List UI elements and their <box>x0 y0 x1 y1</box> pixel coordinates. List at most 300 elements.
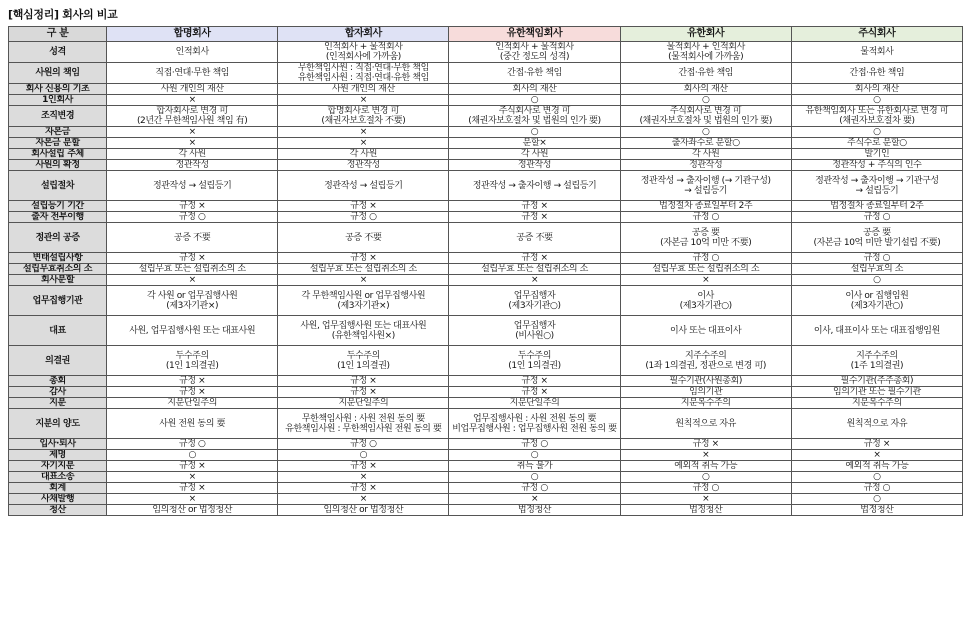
row-label: 총회 <box>9 376 107 387</box>
cell-text-line: 공증 不要 <box>174 232 211 243</box>
row-label: 자기지분 <box>9 461 107 472</box>
table-cell <box>107 439 278 450</box>
table-cell <box>449 376 620 387</box>
table-cell <box>107 409 278 439</box>
table-cell <box>107 42 278 63</box>
row-label: 설립등기 기간 <box>9 201 107 212</box>
table-cell <box>107 212 278 223</box>
cell-text-line: × <box>188 127 196 137</box>
table-cell <box>278 346 449 376</box>
table-cell <box>449 398 620 409</box>
cell-text-line: 사원 개인의 재산 <box>160 84 224 94</box>
cell-text-line: 업무집행자 <box>513 290 556 301</box>
table-cell <box>449 201 620 212</box>
cell-text-line: 정관작성 <box>175 160 209 170</box>
cell-text-line: (제3자기관×) <box>337 300 390 311</box>
row-label: 사채발행 <box>9 494 107 505</box>
table-cell <box>107 63 278 84</box>
table-cell <box>449 223 620 253</box>
table-row <box>9 106 963 127</box>
table-cell <box>791 461 962 472</box>
table-cell <box>620 149 791 160</box>
table-cell <box>791 376 962 387</box>
cell-text-line: ○ <box>701 127 710 137</box>
row-label: 의결권 <box>9 346 107 376</box>
company-comparison-table <box>8 26 963 516</box>
table-cell <box>278 483 449 494</box>
cell-text-line: 정관작성 → 설립등기 <box>152 180 232 191</box>
cell-text-line: 주식회사로 변경 可 <box>669 106 742 116</box>
cell-text-line: × <box>359 127 367 137</box>
cell-text-line: 이사 또는 대표이사 <box>670 325 742 336</box>
cell-text-line: 임의청산 or 법정청산 <box>152 505 233 515</box>
table-cell <box>278 223 449 253</box>
table-row <box>9 505 963 516</box>
cell-text-line: ○ <box>873 95 881 105</box>
table-cell <box>278 42 449 63</box>
document-title: [핵심정리] 회사의 비교 <box>8 8 118 21</box>
table-cell <box>449 409 620 439</box>
table-cell <box>107 461 278 472</box>
cell-text-line: 예외적 취득 가능 <box>845 461 909 471</box>
table-cell <box>107 264 278 275</box>
cell-text-line: 필수기관(사원총회) <box>669 376 742 386</box>
table-cell <box>107 472 278 483</box>
table-cell <box>620 42 791 63</box>
cell-text-line: × <box>702 450 710 460</box>
row-label: 1인회사 <box>9 95 107 106</box>
table-row <box>9 149 963 160</box>
cell-text-line: 각 무한책임사원 or 업무집행사원 <box>301 290 426 301</box>
cell-text-line: ○ <box>873 472 881 482</box>
table-cell <box>107 494 278 505</box>
cell-text-line: 무한책임사원 : 사원 전원 동의 要 <box>301 413 425 424</box>
table-cell <box>620 286 791 316</box>
cell-text-line: × <box>359 494 367 504</box>
table-cell <box>449 149 620 160</box>
cell-text-line: 정관작성 → 출자이행 → 기관구성 <box>815 175 939 186</box>
table-cell <box>791 201 962 212</box>
table-cell <box>278 286 449 316</box>
table-cell <box>107 275 278 286</box>
table-cell <box>449 494 620 505</box>
cell-text-line: × <box>359 138 367 148</box>
table-cell <box>107 376 278 387</box>
cell-text-line: × <box>188 95 196 105</box>
cell-text-line: 발기인 <box>864 149 890 159</box>
cell-text-line: 규정 ○ <box>521 439 548 449</box>
table-row <box>9 42 963 63</box>
cell-text-line: 규정 ○ <box>863 212 891 222</box>
row-label: 지분 <box>9 398 107 409</box>
table-cell <box>620 201 791 212</box>
cell-text-line: (비사원○) <box>515 330 554 341</box>
cell-text-line: 무한책임사원 : 직접·연대·무한 책임 <box>297 63 429 73</box>
table-cell <box>620 264 791 275</box>
header-hapja-company: 합자회사 <box>278 27 449 42</box>
table-cell <box>107 201 278 212</box>
cell-text-line: 규정 × <box>350 201 377 211</box>
cell-text-line: × <box>702 275 710 285</box>
cell-text-line: 각 사원 <box>349 149 378 159</box>
table-cell <box>791 450 962 461</box>
table-cell <box>620 494 791 505</box>
cell-text-line: 규정 × <box>350 376 377 386</box>
table-cell <box>449 212 620 223</box>
table-cell <box>449 127 620 138</box>
cell-text-line: 규정 × <box>521 387 548 397</box>
row-label: 사원의 확정 <box>9 160 107 171</box>
cell-text-line: 각 사원 <box>692 149 720 159</box>
table-cell <box>620 138 791 149</box>
cell-text-line: 규정 ○ <box>178 212 206 222</box>
cell-text-line: (물적회사에 가까움) <box>668 52 744 62</box>
table-row <box>9 264 963 275</box>
table-cell <box>620 95 791 106</box>
cell-text-line: 분할× <box>522 138 547 148</box>
table-row <box>9 346 963 376</box>
table-row <box>9 63 963 84</box>
cell-text-line: 유한책임사원 : 직접·연대·유한 책임 <box>297 73 429 83</box>
table-cell <box>107 387 278 398</box>
table-cell <box>107 149 278 160</box>
table-cell <box>107 450 278 461</box>
cell-text-line: (제3자기관○) <box>679 300 732 311</box>
row-label: 입사·퇴사 <box>9 439 107 450</box>
header-hapmyeong-company: 합명회사 <box>107 27 278 42</box>
table-cell <box>278 409 449 439</box>
cell-text-line: × <box>188 275 196 285</box>
cell-text-line: 임의기관 <box>689 387 723 397</box>
table-cell <box>107 253 278 264</box>
row-label: 대표 <box>9 316 107 346</box>
table-cell <box>791 212 962 223</box>
cell-text-line: 주식회사로 변경 可 <box>498 106 571 116</box>
table-cell <box>620 461 791 472</box>
table-cell <box>449 286 620 316</box>
row-label: 제명 <box>9 450 107 461</box>
cell-text-line: 사원, 업무집행사원 또는 대표사원 <box>300 320 427 331</box>
cell-text-line: 설립무효의 소 <box>850 264 903 274</box>
table-row <box>9 275 963 286</box>
header-limited-company: 유한회사 <box>620 27 791 42</box>
cell-text-line: 정관작성 → 설립등기 <box>324 180 403 191</box>
cell-text-line: 업무집행사원 : 사원 전원 동의 要 <box>472 413 597 424</box>
cell-text-line: 지주수주의 <box>856 350 898 361</box>
table-cell <box>278 461 449 472</box>
cell-text-line: 사원 개인의 재산 <box>331 84 395 94</box>
table-row <box>9 223 963 253</box>
cell-text-line: ○ <box>873 494 881 504</box>
table-cell <box>791 409 962 439</box>
row-label: 설립무효취소의 소 <box>9 264 107 275</box>
cell-text-line: 두수주의 <box>517 350 552 361</box>
table-cell <box>620 275 791 286</box>
table-cell <box>278 212 449 223</box>
cell-text-line: 정관작성 <box>517 160 552 170</box>
table-cell <box>107 138 278 149</box>
table-cell <box>620 63 791 84</box>
cell-text-line: × <box>359 472 367 482</box>
table-cell <box>107 505 278 516</box>
table-cell <box>449 42 620 63</box>
cell-text-line: 인적회사 + 물적회사 <box>324 42 403 52</box>
table-cell <box>278 63 449 84</box>
table-row <box>9 316 963 346</box>
cell-text-line: × <box>873 450 881 460</box>
cell-text-line: 간접·유한 책임 <box>507 68 562 78</box>
table-row <box>9 450 963 461</box>
table-row <box>9 439 963 450</box>
cell-text-line: 주식수로 분할○ <box>847 138 907 148</box>
cell-text-line: → 설립등기 <box>684 185 728 196</box>
cell-text-line: 설립무효 또는 설립취소의 소 <box>138 264 246 274</box>
table-cell <box>791 316 962 346</box>
table-cell <box>449 160 620 171</box>
table-cell <box>449 450 620 461</box>
cell-text-line: 간접·유한 책임 <box>678 68 734 78</box>
cell-text-line: 직접·연대·무한 책임 <box>155 68 230 78</box>
table-row <box>9 387 963 398</box>
table-cell <box>449 275 620 286</box>
cell-text-line: ○ <box>530 95 539 105</box>
cell-text-line: 법정청산 <box>689 505 723 515</box>
row-label: 출자 전부이행 <box>9 212 107 223</box>
cell-text-line: 물적회사 + 인적회사 <box>666 42 745 52</box>
table-row <box>9 376 963 387</box>
cell-text-line: 취득 불가 <box>516 461 553 471</box>
table-cell <box>620 127 791 138</box>
table-cell <box>791 127 962 138</box>
table-cell <box>278 95 449 106</box>
table-cell <box>107 95 278 106</box>
table-cell <box>278 472 449 483</box>
row-label: 대표소송 <box>9 472 107 483</box>
row-label: 회계 <box>9 483 107 494</box>
table-cell <box>278 84 449 95</box>
table-row <box>9 201 963 212</box>
cell-text-line: ○ <box>701 472 710 482</box>
table-cell <box>791 472 962 483</box>
table-cell <box>107 346 278 376</box>
cell-text-line: 원칙적으로 자유 <box>675 418 736 429</box>
table-cell <box>620 106 791 127</box>
table-cell <box>791 398 962 409</box>
cell-text-line: 유한책임회사 또는 유한회사로 변경 可 <box>805 106 949 116</box>
table-cell <box>791 387 962 398</box>
table-cell <box>791 286 962 316</box>
cell-text-line: (자본금 10억 미만 발기설립 不要) <box>813 237 941 248</box>
cell-text-line: 규정 × <box>179 387 206 397</box>
row-label: 회사분할 <box>9 275 107 286</box>
cell-text-line: 정관작성 <box>689 160 723 170</box>
cell-text-line: 규정 ○ <box>692 483 719 493</box>
table-row <box>9 127 963 138</box>
table-cell <box>620 439 791 450</box>
row-label: 변태설립사항 <box>9 253 107 264</box>
cell-text-line: ○ <box>701 95 710 105</box>
table-cell <box>449 63 620 84</box>
table-cell <box>791 63 962 84</box>
cell-text-line: 물적회사 <box>860 47 894 57</box>
table-cell <box>107 127 278 138</box>
cell-text-line: (제3자기관○) <box>508 300 561 311</box>
table-cell <box>791 253 962 264</box>
cell-text-line: 지분단일주의 <box>167 398 218 408</box>
cell-text-line: × <box>530 494 539 504</box>
table-cell <box>278 106 449 127</box>
cell-text-line: 임의기관 또는 필수기관 <box>832 387 921 397</box>
cell-text-line: 회사의 재산 <box>512 84 557 94</box>
cell-text-line: 사원 전원 동의 要 <box>159 418 226 429</box>
table-cell <box>791 171 962 201</box>
cell-text-line: 규정 ○ <box>350 439 377 449</box>
cell-text-line: 규정 ○ <box>863 253 891 263</box>
cell-text-line: 정관작성 + 주식의 인수 <box>832 160 922 170</box>
table-row <box>9 253 963 264</box>
cell-text-line: (제3자기관×) <box>166 300 219 311</box>
table-row <box>9 461 963 472</box>
table-cell <box>278 201 449 212</box>
row-label: 설립절차 <box>9 171 107 201</box>
row-label: 자본금 <box>9 127 107 138</box>
table-cell <box>278 450 449 461</box>
table-cell <box>278 387 449 398</box>
cell-text-line: × <box>188 472 196 482</box>
cell-text-line: (유한책임사원×) <box>331 330 395 341</box>
cell-text-line: → 설립등기 <box>855 185 899 196</box>
cell-text-line: 규정 × <box>179 376 206 386</box>
row-label: 조직변경 <box>9 106 107 127</box>
cell-text-line: 필수기관(주주총회) <box>840 376 914 386</box>
table-row <box>9 138 963 149</box>
cell-text-line: 임의청산 or 법정청산 <box>323 505 404 515</box>
table-cell <box>278 439 449 450</box>
table-cell <box>449 316 620 346</box>
table-cell <box>791 138 962 149</box>
table-cell <box>278 398 449 409</box>
row-label: 회사 신용의 기초 <box>9 84 107 95</box>
table-cell <box>620 160 791 171</box>
row-label: 사원의 책임 <box>9 63 107 84</box>
cell-text-line: 이사, 대표이사 또는 대표집행임원 <box>813 325 940 336</box>
table-cell <box>791 84 962 95</box>
cell-text-line: 규정 ○ <box>863 483 891 493</box>
table-cell <box>278 160 449 171</box>
cell-text-line: 인적회사 + 물적회사 <box>495 42 574 52</box>
table-cell <box>791 223 962 253</box>
table-cell <box>278 171 449 201</box>
table-row <box>9 398 963 409</box>
cell-text-line: 규정 × <box>350 483 377 493</box>
table-cell <box>278 127 449 138</box>
cell-text-line: (제3자기관○) <box>850 300 903 311</box>
cell-text-line: (채권자보호절차 不要) <box>321 116 406 126</box>
table-cell <box>449 387 620 398</box>
cell-text-line: (2년간 무한책임사원 책임 有) <box>136 116 248 126</box>
cell-text-line: 설립무효 또는 설립취소의 소 <box>652 264 760 274</box>
cell-text-line: 회사의 재산 <box>683 84 728 94</box>
cell-text-line: ○ <box>359 450 368 460</box>
cell-text-line: 간접·유한 책임 <box>849 68 905 78</box>
cell-text-line: 인적회사 <box>175 47 209 57</box>
table-cell <box>278 275 449 286</box>
cell-text-line: 각 사원 <box>520 149 549 159</box>
cell-text-line: ○ <box>873 127 881 137</box>
cell-text-line: ○ <box>873 275 881 285</box>
table-cell <box>107 84 278 95</box>
row-label: 정관의 공증 <box>9 223 107 253</box>
table-cell <box>278 253 449 264</box>
table-row <box>9 160 963 171</box>
cell-text-line: 각 사원 <box>178 149 206 159</box>
table-cell <box>449 106 620 127</box>
table-row <box>9 472 963 483</box>
cell-text-line: 지주수주의 <box>684 350 727 361</box>
table-cell <box>449 439 620 450</box>
cell-text-line: 정관작성 → 출자이행 → 설립등기 <box>472 180 597 191</box>
table-cell <box>449 264 620 275</box>
cell-text-line: 규정 × <box>350 461 377 471</box>
table-cell <box>791 95 962 106</box>
cell-text-line: 출자좌수로 분할○ <box>671 138 740 148</box>
table-cell <box>791 264 962 275</box>
cell-text-line: 두수주의 <box>346 350 380 361</box>
cell-text-line: 법정절차 종료일부터 2주 <box>659 201 753 211</box>
cell-text-line: 법정절차 종료일부터 2주 <box>830 201 924 211</box>
table-cell <box>107 483 278 494</box>
table-cell <box>107 286 278 316</box>
table-cell <box>620 84 791 95</box>
cell-text-line: 지분단일주의 <box>338 398 389 408</box>
row-label: 감사 <box>9 387 107 398</box>
cell-text-line: 공증 要 <box>863 227 891 238</box>
row-label: 업무집행기관 <box>9 286 107 316</box>
table-cell <box>449 84 620 95</box>
cell-text-line: 법정청산 <box>860 505 894 515</box>
cell-text-line: ○ <box>530 472 539 482</box>
header-category: 구 분 <box>9 27 107 42</box>
table-cell <box>620 316 791 346</box>
header-stock-company: 주식회사 <box>791 27 962 42</box>
table-cell <box>449 171 620 201</box>
table-cell <box>620 376 791 387</box>
table-row <box>9 409 963 439</box>
table-cell <box>278 264 449 275</box>
table-cell <box>791 494 962 505</box>
table-cell <box>449 346 620 376</box>
cell-text-line: 공증 不要 <box>516 232 553 243</box>
cell-text-line: 예외적 취득 가능 <box>674 461 738 471</box>
cell-text-line: 합명회사로 변경 可 <box>327 106 400 116</box>
cell-text-line: ○ <box>188 450 196 460</box>
table-cell <box>449 138 620 149</box>
table-cell <box>620 223 791 253</box>
table-cell <box>791 42 962 63</box>
table-cell <box>107 160 278 171</box>
cell-text-line: 규정 ○ <box>692 253 719 263</box>
cell-text-line: 규정 × <box>179 201 206 211</box>
table-cell <box>449 95 620 106</box>
cell-text-line: 비업무집행사원 : 업무집행사원 전원 동의 要 <box>452 423 617 434</box>
table-cell <box>107 223 278 253</box>
cell-text-line: 원칙적으로 자유 <box>846 418 908 429</box>
table-cell <box>791 149 962 160</box>
cell-text-line: 사원, 업무집행사원 또는 대표사원 <box>129 325 256 336</box>
cell-text-line: ○ <box>530 127 539 137</box>
cell-text-line: 설립무효 또는 설립취소의 소 <box>309 264 417 274</box>
cell-text-line: (1좌 1의결권, 정관으로 변경 可) <box>645 360 767 371</box>
